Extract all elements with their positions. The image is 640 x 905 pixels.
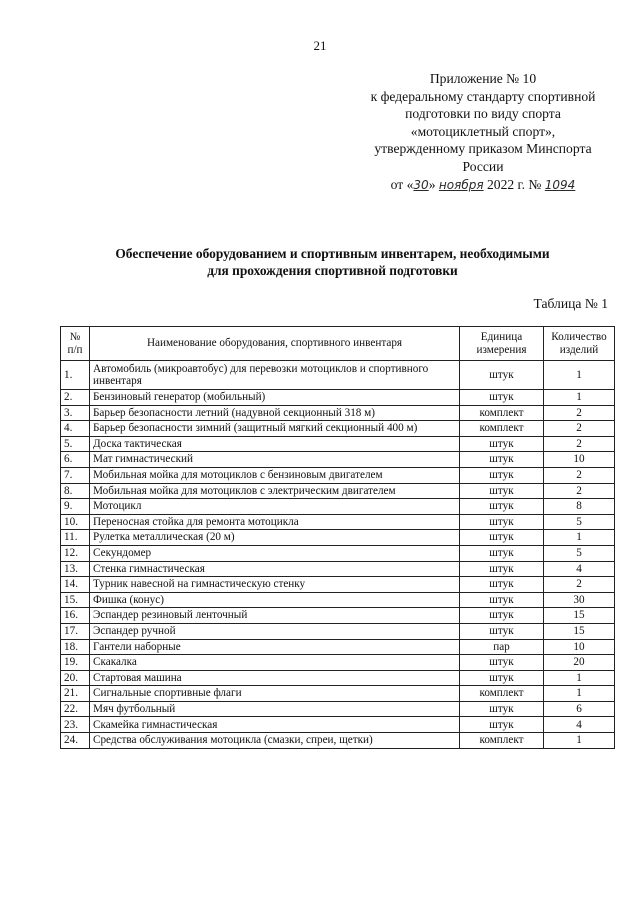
- table-row: [61, 592, 615, 608]
- date-mid: »: [428, 176, 436, 192]
- unit-cell: штук: [460, 608, 544, 624]
- equipment-name-cell: Доска тактическая: [90, 436, 460, 452]
- equipment-name-cell: Турник навесной на гимнастическую стенку: [90, 577, 460, 593]
- quantity-cell: 4: [544, 717, 615, 733]
- equipment-name-cell: Фишка (конус): [90, 592, 460, 608]
- unit-cell: штук: [460, 467, 544, 483]
- row-number-cell: 10.: [61, 514, 90, 530]
- header-unit: Единица измерения: [460, 327, 544, 361]
- row-number-cell: 13.: [61, 561, 90, 577]
- table-row: [61, 405, 615, 421]
- quantity-cell: 10: [544, 639, 615, 655]
- quantity-cell: 4: [544, 561, 615, 577]
- unit-cell: штук: [460, 561, 544, 577]
- table-row: [61, 561, 615, 577]
- table-row: [61, 530, 615, 546]
- table-header-row: [61, 327, 615, 361]
- table-row: [61, 436, 615, 452]
- handwritten-day: 30: [413, 177, 429, 192]
- quantity-cell: 2: [544, 483, 615, 499]
- date-year: 2022 г. №: [486, 176, 542, 192]
- header-number: № п/п: [61, 327, 90, 361]
- row-number-cell: 23.: [61, 717, 90, 733]
- unit-cell: штук: [460, 514, 544, 530]
- unit-cell: штук: [460, 577, 544, 593]
- handwritten-order-number: 1094: [544, 177, 576, 192]
- quantity-cell: 1: [544, 530, 615, 546]
- quantity-cell: 2: [544, 436, 615, 452]
- quantity-cell: 20: [544, 655, 615, 671]
- equipment-name-cell: Барьер безопасности зимний (защитный мягкий секционный 400 м): [90, 421, 460, 437]
- unit-cell: комплект: [460, 733, 544, 749]
- table-row: [61, 361, 615, 390]
- quantity-cell: 2: [544, 467, 615, 483]
- appendix-line: утвержденному приказом Минспорта: [374, 141, 592, 157]
- appendix-block: [352, 70, 614, 194]
- quantity-cell: 1: [544, 390, 615, 406]
- quantity-cell: 5: [544, 545, 615, 561]
- equipment-name-cell: Мотоцикл: [90, 499, 460, 515]
- title-line-1: Обеспечение оборудованием и спортивным инвентарем, необходимыми: [115, 246, 550, 261]
- row-number-cell: 18.: [61, 639, 90, 655]
- unit-cell: штук: [460, 530, 544, 546]
- quantity-cell: 5: [544, 514, 615, 530]
- header-quantity: Количество изделий: [544, 327, 615, 361]
- row-number-cell: 20.: [61, 670, 90, 686]
- equipment-name-cell: Мобильная мойка для мотоциклов с бензиновым двигателем: [90, 467, 460, 483]
- equipment-name-cell: Бензиновый генератор (мобильный): [90, 390, 460, 406]
- equipment-name-cell: Барьер безопасности летний (надувной секционный 318 м): [90, 405, 460, 421]
- unit-cell: штук: [460, 655, 544, 671]
- unit-cell: штук: [460, 717, 544, 733]
- row-number-cell: 3.: [61, 405, 90, 421]
- appendix-date-line: [352, 176, 614, 195]
- unit-cell: штук: [460, 452, 544, 468]
- row-number-cell: 22.: [61, 701, 90, 717]
- equipment-name-cell: Переносная стойка для ремонта мотоцикла: [90, 514, 460, 530]
- quantity-cell: 10: [544, 452, 615, 468]
- handwritten-month: ноября: [438, 177, 484, 192]
- table-row: [61, 483, 615, 499]
- table-row: [61, 686, 615, 702]
- equipment-name-cell: Рулетка металлическая (20 м): [90, 530, 460, 546]
- quantity-cell: 2: [544, 421, 615, 437]
- row-number-cell: 19.: [61, 655, 90, 671]
- table-label: Таблица № 1: [533, 296, 608, 311]
- row-number-cell: 15.: [61, 592, 90, 608]
- table-row: [61, 390, 615, 406]
- row-number-cell: 1.: [61, 361, 90, 390]
- equipment-name-cell: Сигнальные спортивные флаги: [90, 686, 460, 702]
- table-row: [61, 421, 615, 437]
- row-number-cell: 24.: [61, 733, 90, 749]
- quantity-cell: 2: [544, 577, 615, 593]
- equipment-name-cell: Автомобиль (микроавтобус) для перевозки мотоциклов и спортивного инвентаря: [90, 361, 460, 390]
- equipment-name-cell: Стенка гимнастическая: [90, 561, 460, 577]
- unit-cell: штук: [460, 436, 544, 452]
- equipment-name-cell: Секундомер: [90, 545, 460, 561]
- document-title: [70, 245, 595, 279]
- row-number-cell: 12.: [61, 545, 90, 561]
- table-row: [61, 499, 615, 515]
- table-row: [61, 577, 615, 593]
- quantity-cell: 15: [544, 623, 615, 639]
- unit-cell: штук: [460, 499, 544, 515]
- equipment-table: [60, 326, 615, 749]
- page-number: 21: [313, 38, 327, 53]
- row-number-cell: 4.: [61, 421, 90, 437]
- table-row: [61, 733, 615, 749]
- unit-cell: комплект: [460, 421, 544, 437]
- unit-cell: комплект: [460, 405, 544, 421]
- appendix-line: «мотоциклетный спорт»,: [410, 123, 556, 139]
- table-row: [61, 623, 615, 639]
- table-row: [61, 514, 615, 530]
- row-number-cell: 17.: [61, 623, 90, 639]
- quantity-cell: 1: [544, 686, 615, 702]
- unit-cell: пар: [460, 639, 544, 655]
- unit-cell: комплект: [460, 686, 544, 702]
- appendix-line: к федеральному стандарту спортивной: [370, 88, 596, 104]
- appendix-line: России: [462, 158, 504, 174]
- date-prefix: от «: [390, 176, 414, 192]
- quantity-cell: 1: [544, 733, 615, 749]
- equipment-name-cell: Средства обслуживания мотоцикла (смазки, спреи, щетки): [90, 733, 460, 749]
- unit-cell: штук: [460, 390, 544, 406]
- table-row: [61, 701, 615, 717]
- unit-cell: штук: [460, 670, 544, 686]
- row-number-cell: 9.: [61, 499, 90, 515]
- row-number-cell: 6.: [61, 452, 90, 468]
- table-row: [61, 545, 615, 561]
- table-row: [61, 717, 615, 733]
- quantity-cell: 2: [544, 405, 615, 421]
- quantity-cell: 30: [544, 592, 615, 608]
- quantity-cell: 15: [544, 608, 615, 624]
- equipment-name-cell: Гантели наборные: [90, 639, 460, 655]
- equipment-name-cell: Мат гимнастический: [90, 452, 460, 468]
- quantity-cell: 8: [544, 499, 615, 515]
- unit-cell: штук: [460, 592, 544, 608]
- equipment-name-cell: Мяч футбольный: [90, 701, 460, 717]
- equipment-name-cell: Скакалка: [90, 655, 460, 671]
- equipment-name-cell: Скамейка гимнастическая: [90, 717, 460, 733]
- table-row: [61, 655, 615, 671]
- unit-cell: штук: [460, 623, 544, 639]
- quantity-cell: 1: [544, 361, 615, 390]
- row-number-cell: 11.: [61, 530, 90, 546]
- row-number-cell: 7.: [61, 467, 90, 483]
- unit-cell: штук: [460, 483, 544, 499]
- unit-cell: штук: [460, 545, 544, 561]
- title-line-2: для прохождения спортивной подготовки: [207, 263, 458, 278]
- row-number-cell: 2.: [61, 390, 90, 406]
- table-row: [61, 608, 615, 624]
- equipment-name-cell: Эспандер ручной: [90, 623, 460, 639]
- equipment-name-cell: Мобильная мойка для мотоциклов с электрическим двигателем: [90, 483, 460, 499]
- quantity-cell: 1: [544, 670, 615, 686]
- appendix-line: подготовки по виду спорта: [405, 106, 561, 122]
- equipment-name-cell: Эспандер резиновый ленточный: [90, 608, 460, 624]
- table-row: [61, 670, 615, 686]
- row-number-cell: 5.: [61, 436, 90, 452]
- table-row: [61, 467, 615, 483]
- table-row: [61, 452, 615, 468]
- appendix-line: Приложение № 10: [429, 71, 537, 86]
- unit-cell: штук: [460, 701, 544, 717]
- unit-cell: штук: [460, 361, 544, 390]
- equipment-name-cell: Стартовая машина: [90, 670, 460, 686]
- table-row: [61, 639, 615, 655]
- quantity-cell: 6: [544, 701, 615, 717]
- header-name: Наименование оборудования, спортивного инвентаря: [90, 327, 460, 361]
- row-number-cell: 8.: [61, 483, 90, 499]
- row-number-cell: 16.: [61, 608, 90, 624]
- row-number-cell: 21.: [61, 686, 90, 702]
- table-body: [61, 361, 615, 749]
- row-number-cell: 14.: [61, 577, 90, 593]
